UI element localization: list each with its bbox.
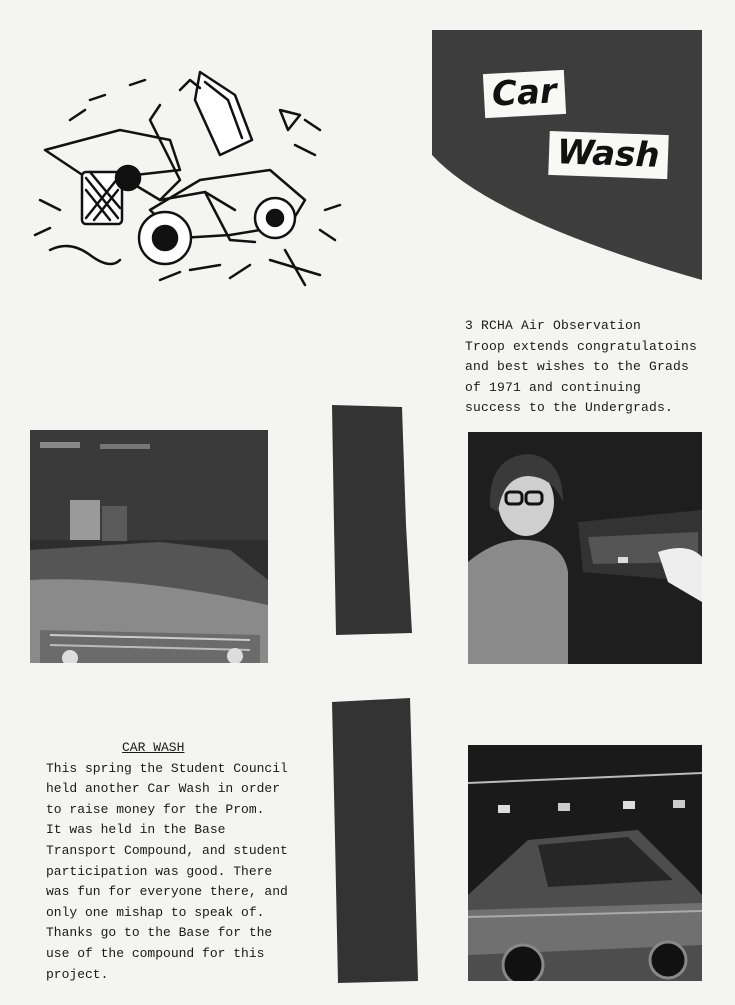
- congrats-line: and best wishes to the Grads: [465, 359, 690, 374]
- dark-strip-2: [332, 698, 418, 983]
- congratulations-note: [465, 316, 715, 419]
- article-line: was fun for everyone there, and: [46, 884, 288, 900]
- cartoon-car-wreck-illustration: [30, 60, 350, 305]
- congrats-line: Troop extends congratulatoins: [465, 338, 698, 354]
- article-line: This spring the Student Council: [46, 760, 288, 776]
- title-word-wash: Wash: [548, 131, 668, 179]
- article-line: participation was good. There: [46, 863, 273, 879]
- article-line: held another Car Wash in order: [46, 781, 281, 797]
- article-line: project.: [46, 966, 109, 982]
- article-line: Thanks go to the Base for the: [46, 925, 273, 941]
- article-line: only one mishap to speak of.: [46, 904, 265, 920]
- article-body: [46, 759, 316, 986]
- article-line: to raise money for the Prom.: [46, 801, 265, 817]
- congrats-line: success to the Undergrads.: [465, 400, 674, 415]
- congrats-line: 3 RCHA Air Observation: [465, 318, 642, 333]
- congrats-line: of 1971 and continuing: [465, 379, 642, 395]
- title-word-car: Car: [483, 70, 566, 118]
- article-line: use of the compound for this: [46, 945, 265, 961]
- article-line: It was held in the Base: [46, 822, 226, 838]
- photo-car-garage-1: [30, 430, 268, 663]
- article-heading: CAR WASH: [122, 740, 185, 755]
- article-line: Transport Compound, and student: [46, 842, 288, 858]
- photo-student-portrait: [468, 432, 702, 664]
- title-block: [432, 30, 702, 280]
- car-wash-article: [46, 738, 316, 985]
- photo-car-garage-2: [468, 745, 702, 981]
- dark-strip-1: [330, 405, 412, 635]
